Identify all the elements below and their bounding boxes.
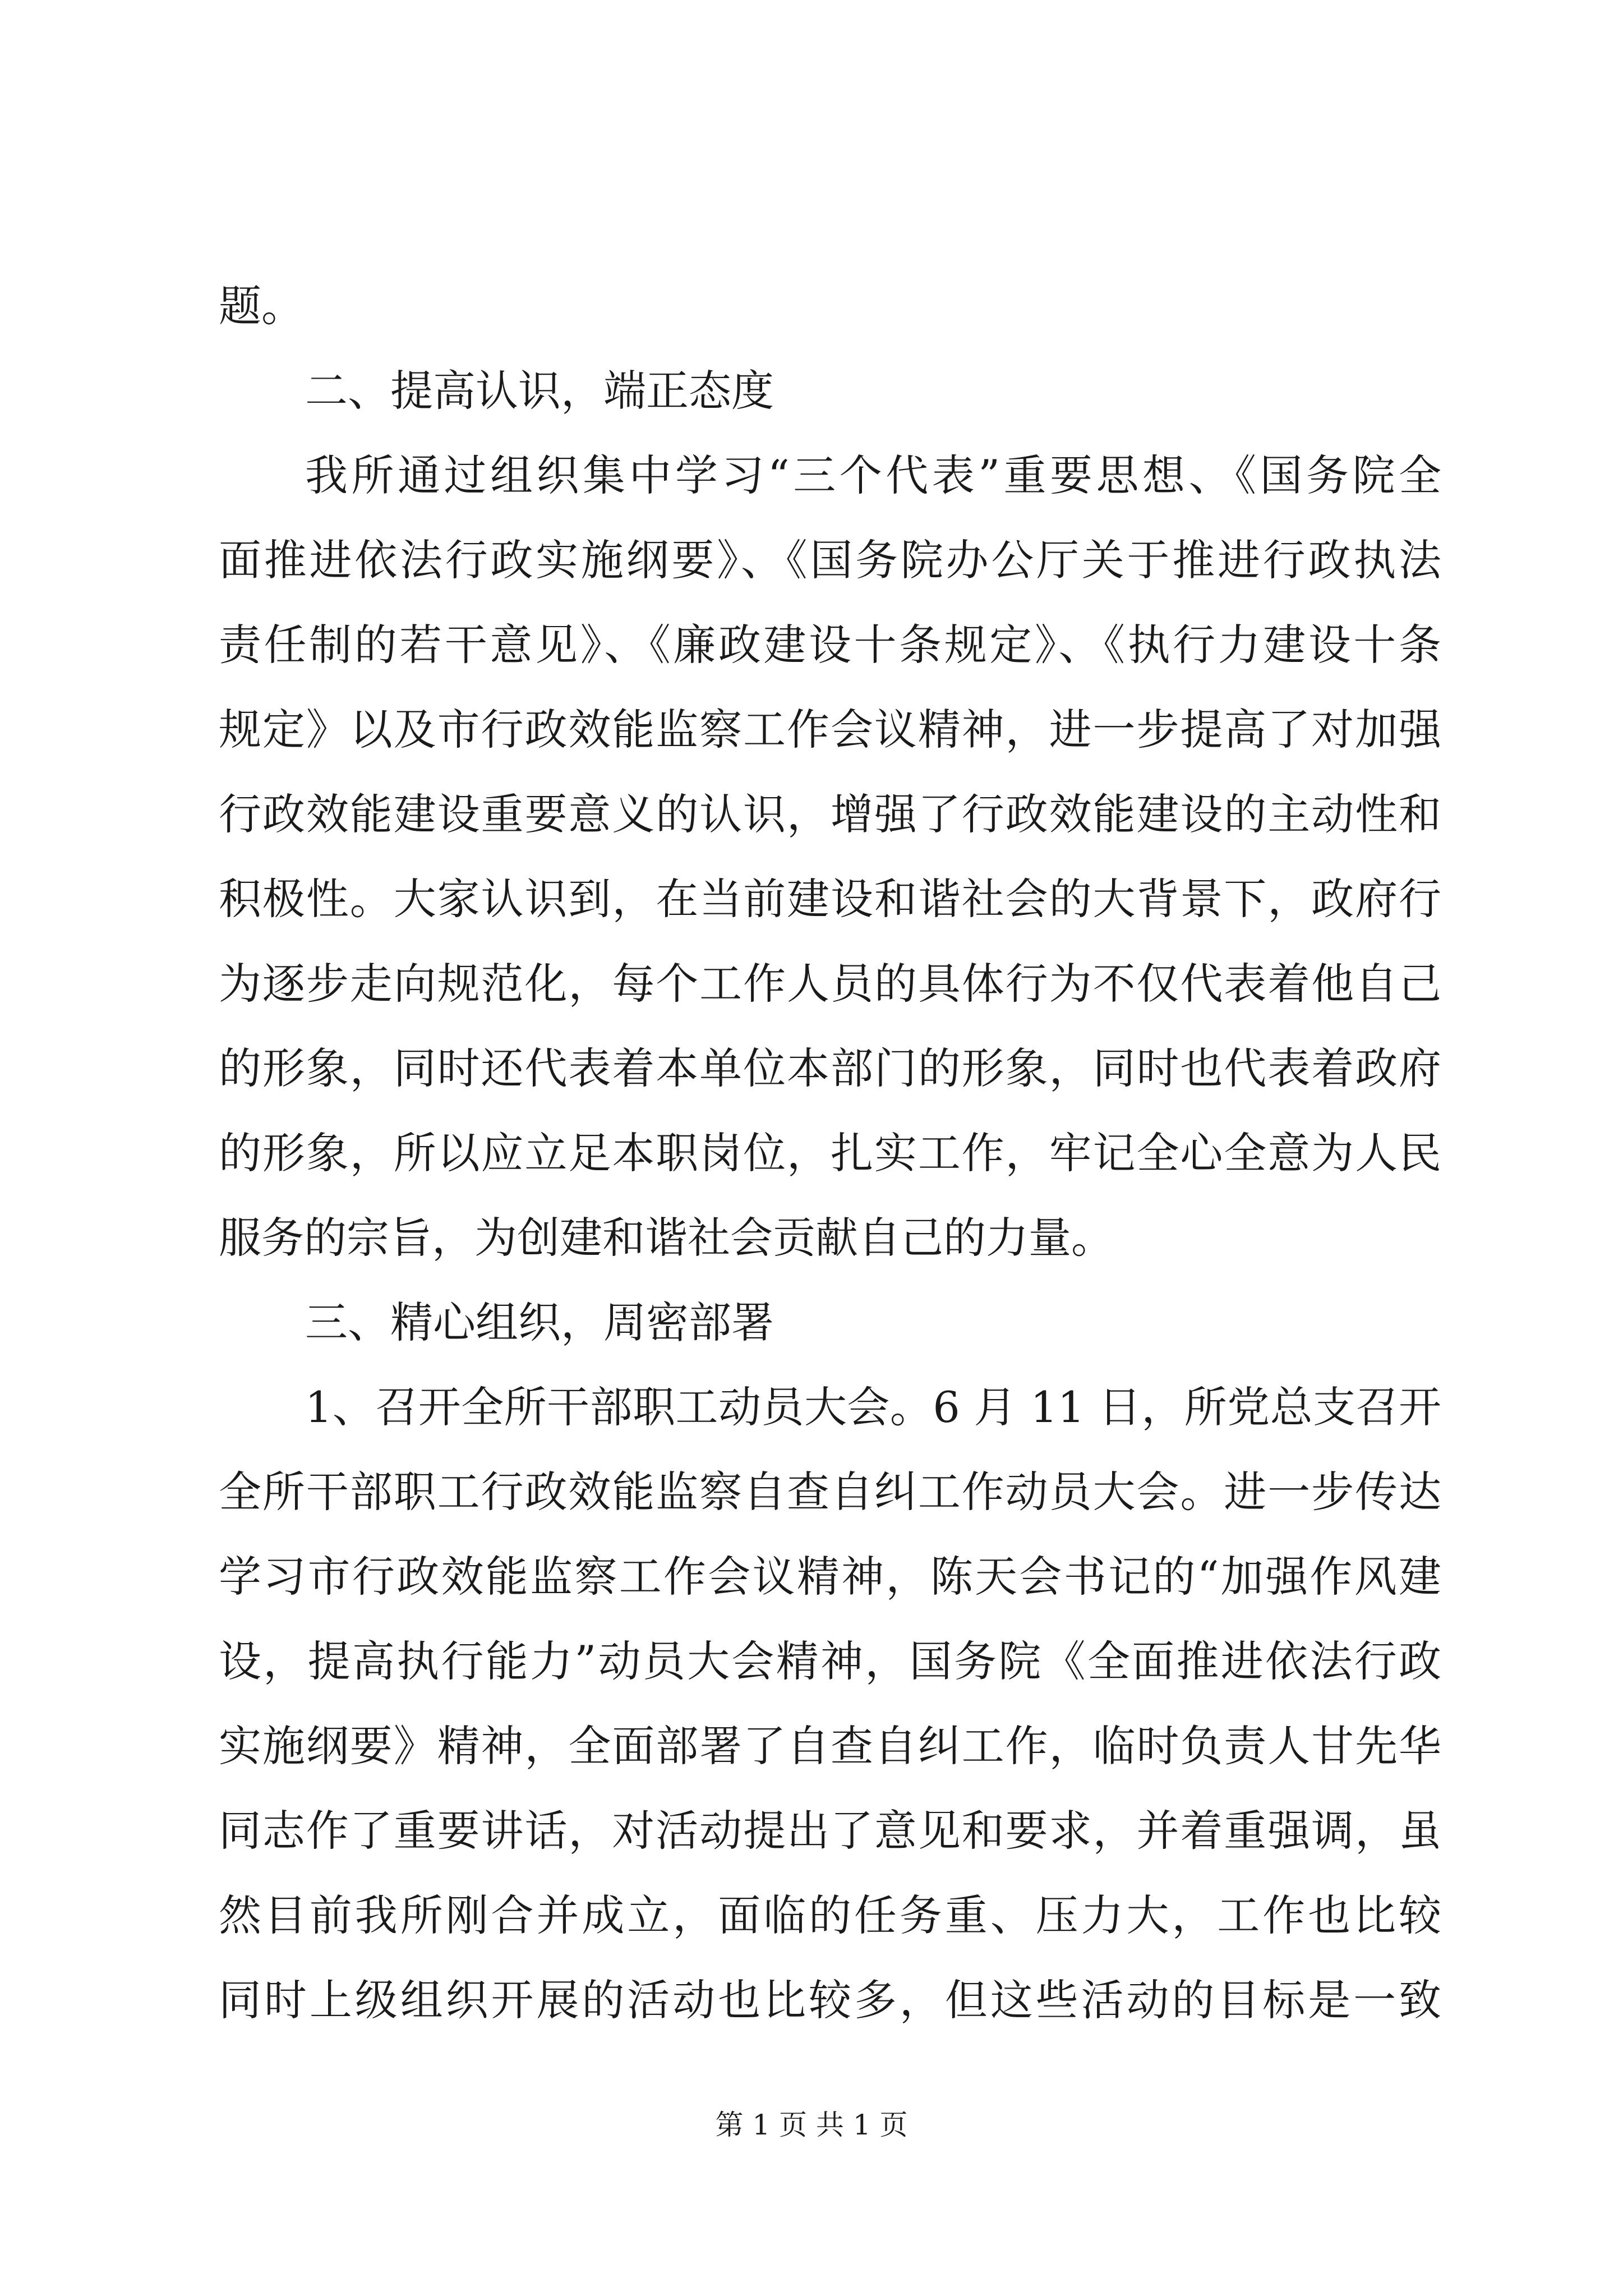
text-line: 面推进依法行政实施纲要》、《国务院办公厅关于推进行政执法	[219, 535, 1441, 585]
text-line: 三、精心组织，周密部署	[305, 1297, 774, 1347]
text-line: 的形象，所以应立足本职岗位，扎实工作，牢记全心全意为人民	[219, 1128, 1441, 1178]
text-line: 题。	[219, 281, 304, 331]
text-line: 为逐步走向规范化，每个工作人员的具体行为不仅代表着他自己	[219, 959, 1441, 1009]
text-line: 二、提高认识，端正态度	[305, 366, 774, 416]
text-line: 然目前我所刚合并成立，面临的任务重、压力大，工作也比较	[219, 1890, 1441, 1940]
document-body	[219, 264, 1441, 2042]
text-line: 积极性。大家认识到，在当前建设和谐社会的大背景下，政府行	[219, 874, 1441, 924]
text-line: 行政效能建设重要意义的认识，增强了行政效能建设的主动性和	[219, 789, 1441, 839]
text-line: 的形象，同时还代表着本单位本部门的形象，同时也代表着政府	[219, 1043, 1441, 1093]
text-line: 实施纲要》精神，全面部署了自查自纠工作，临时负责人甘先华	[219, 1721, 1441, 1771]
text-line: 1、召开全所干部职工动员大会。6 月 11 日，所党总支召开	[305, 1382, 1441, 1432]
text-line: 我所通过组织集中学习“三个代表”重要思想、《国务院全	[305, 450, 1441, 500]
text-line: 责任制的若干意见》、《廉政建设十条规定》、《执行力建设十条	[219, 620, 1441, 670]
text-line: 规定》以及市行政效能监察工作会议精神，进一步提高了对加强	[219, 705, 1441, 754]
page-footer: 第 1 页 共 1 页	[715, 2109, 908, 2141]
text-line: 同志作了重要讲话，对活动提出了意见和要求，并着重强调，虽	[219, 1806, 1441, 1856]
text-line: 学习市行政效能监察工作会议精神，陈天会书记的“加强作风建	[219, 1552, 1441, 1602]
text-line: 同时上级组织开展的活动也比较多，但这些活动的目标是一致	[219, 1975, 1441, 2025]
text-line: 设，提高执行能力”动员大会精神，国务院《全面推进依法行政	[219, 1636, 1441, 1686]
text-line: 全所干部职工行政效能监察自查自纠工作动员大会。进一步传达	[219, 1467, 1441, 1517]
text-line: 服务的宗旨，为创建和谐社会贡献自己的力量。	[219, 1213, 1114, 1263]
